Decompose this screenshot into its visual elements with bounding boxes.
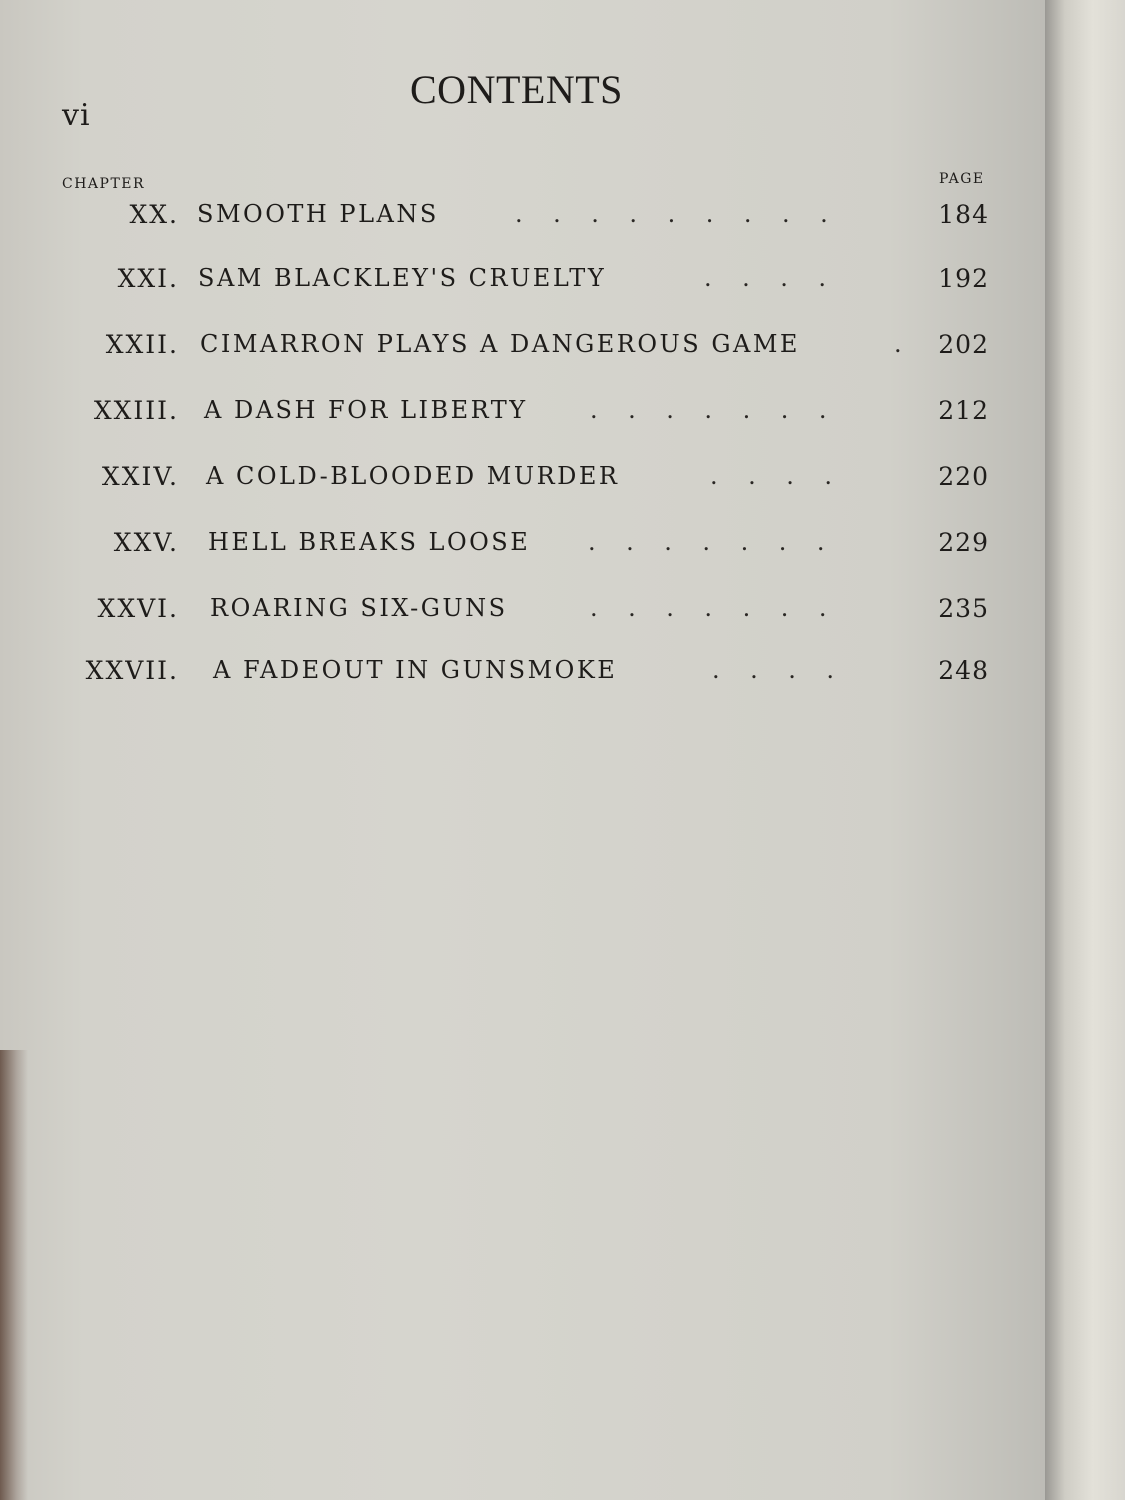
chapter-title: ROARING SIX-GUNS xyxy=(210,594,508,622)
chapter-title: A FADEOUT IN GUNSMOKE xyxy=(213,656,618,684)
page-folio: vi xyxy=(62,98,91,133)
chapter-title: CIMARRON PLAYS A DANGEROUS GAME xyxy=(200,330,800,358)
leader-dots: . . . . . . . . . xyxy=(515,200,828,228)
toc-entry xyxy=(0,200,1045,240)
chapter-title: A DASH FOR LIBERTY xyxy=(204,396,528,424)
page-column-label: PAGE xyxy=(939,171,985,187)
adjacent-page-edge xyxy=(1045,0,1125,1500)
toc-entry xyxy=(0,656,1045,696)
chapter-number: XXII. xyxy=(105,330,179,359)
page-number: 220 xyxy=(938,462,989,491)
page-number: 235 xyxy=(938,594,989,623)
page-number: 212 xyxy=(938,396,989,425)
toc-entry xyxy=(0,462,1045,502)
chapter-number: XXV. xyxy=(113,528,179,557)
leader-dots: . . . . xyxy=(712,656,835,684)
chapter-title: HELL BREAKS LOOSE xyxy=(208,528,531,556)
leader-dots: . . . . . . . xyxy=(590,396,827,424)
chapter-number: XXIII. xyxy=(93,396,179,425)
toc-entry xyxy=(0,396,1045,436)
page-number: 248 xyxy=(938,656,989,685)
chapter-title: SMOOTH PLANS xyxy=(197,200,439,228)
leader-dots: . xyxy=(894,330,902,358)
chapter-number: XXIV. xyxy=(101,462,179,491)
leader-dots: . . . . . . . xyxy=(590,594,827,622)
toc-entry xyxy=(0,594,1045,634)
page-number: 202 xyxy=(938,330,989,359)
chapter-number: XX. xyxy=(129,200,179,229)
leader-dots: . . . . . . . xyxy=(588,528,825,556)
chapter-title: A COLD-BLOODED MURDER xyxy=(206,462,620,490)
toc-entry xyxy=(0,330,1045,370)
chapter-number: XXVI. xyxy=(97,594,179,623)
page-title: CONTENTS xyxy=(410,67,623,112)
toc-entry xyxy=(0,528,1045,568)
chapter-number: XXVII. xyxy=(85,656,179,685)
chapter-column-label: CHAPTER xyxy=(62,176,146,192)
toc-entry xyxy=(0,264,1045,304)
chapter-number: XXI. xyxy=(117,264,179,293)
page-number: 229 xyxy=(938,528,989,557)
page-number: 184 xyxy=(938,200,989,229)
chapter-title: SAM BLACKLEY'S CRUELTY xyxy=(198,264,607,292)
leader-dots: . . . . xyxy=(704,264,827,292)
page-number: 192 xyxy=(938,264,989,293)
leader-dots: . . . . xyxy=(710,462,833,490)
table-of-contents xyxy=(0,0,1045,720)
thumb-shadow xyxy=(0,1050,28,1500)
